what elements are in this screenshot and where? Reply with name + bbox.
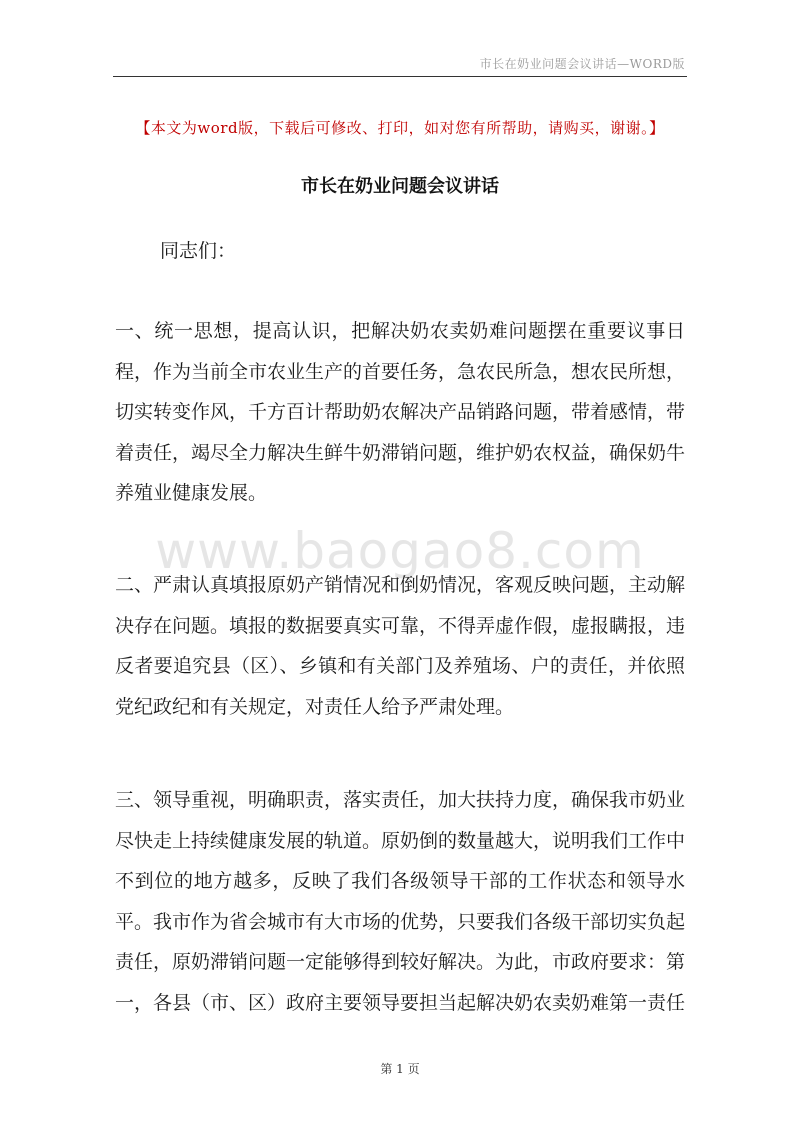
page-number: 第 1 页	[380, 1062, 420, 1076]
purchase-notice: 【本文为word版，下载后可修改、打印，如对您有所帮助，请购买，谢谢。】	[135, 119, 665, 137]
paragraph-2: 二、严肃认真填报原奶产销情况和倒奶情况，客观反映问题，主动解决存在问题。填报的数据要真实可靠，不得弄虚作假，虚报瞒报，违反者要追究县（区）、乡镇和有关部门及养殖场、户的责任，并依照党纪政纪和有关规定，对责任人给予严肃处理。	[115, 574, 686, 718]
watermark: www.baogao8.com	[155, 522, 645, 580]
paragraph-3: 三、领导重视，明确职责，落实责任，加大扶持力度，确保我市奶业尽快走上持续健康发展的轨道。原奶倒的数量越大，说明我们工作中不到位的地方越多，反映了我们各级领导干部的工作状态和领导水平。我市作为省会城市有大市场的优势，只要我们各级干部切实负起责任，原奶滞销问题一定能够得到较好解决。为此，市政府要求：第一，各县（市、区）政府主要领导要担当起解决奶农卖奶难第一责任	[115, 789, 686, 1014]
running-header: 市长在奶业问题会议讲话—WORD版	[479, 57, 685, 71]
paragraph-1: 一、统一思想，提高认识，把解决奶农卖奶难问题摆在重要议事日程，作为当前全市农业生产的首要任务，急农民所急，想农民所想，切实转变作风，千方百计帮助奶农解决产品销路问题，带着感情，带着责任，竭尽全力解决生鲜牛奶滞销问题，维护奶农权益，确保奶牛养殖业健康发展。	[115, 320, 686, 504]
document-title: 市长在奶业问题会议讲话	[301, 176, 499, 197]
header-divider	[113, 76, 687, 77]
salutation: 同志们：	[160, 240, 237, 262]
